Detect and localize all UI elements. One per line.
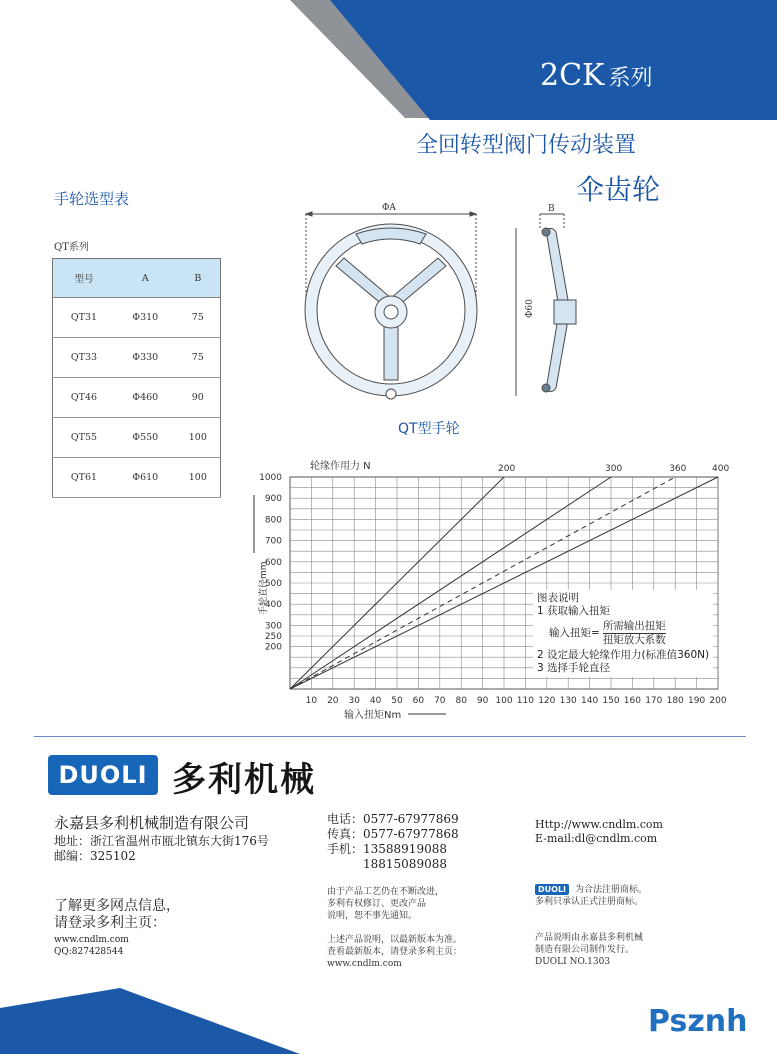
y-tick-label: 250 — [264, 632, 282, 642]
note-line: 多利只承认正式注册商标。 — [535, 897, 644, 907]
trademark-logo: DUOLI — [535, 884, 569, 895]
selection-table-title: 手轮选型表 — [54, 190, 130, 208]
fax-line: 传真：0577-67977868 — [327, 827, 459, 841]
table-header-row — [53, 259, 221, 298]
selection-table — [52, 258, 221, 498]
table-cell: QT31 — [53, 298, 115, 338]
table-cell: Φ460 — [115, 378, 176, 418]
table-cell: QT33 — [53, 338, 115, 378]
col-header-a: A — [115, 259, 176, 298]
formula-label: 输入扭矩= — [549, 627, 600, 639]
x-tick-label: 10 — [305, 696, 318, 706]
y-tick-label: 800 — [264, 515, 282, 526]
revision-note — [327, 886, 444, 922]
mobile-line-2: 18815089088 — [363, 857, 447, 871]
y-tick-label: 400 — [264, 600, 282, 611]
watermark: Psznh — [648, 1004, 748, 1039]
version-note — [327, 934, 462, 970]
note-line: 为合法注册商标。 — [575, 885, 648, 895]
series-title: 2CK 系列 — [540, 58, 653, 93]
dim-b-label: B — [548, 204, 555, 214]
website-link[interactable]: Http://www.cndlm.com — [535, 818, 663, 831]
header-banner — [0, 0, 777, 120]
x-tick-label: 40 — [369, 696, 382, 706]
table-cell: 75 — [176, 338, 221, 378]
table-cell: Φ310 — [115, 298, 176, 338]
x-tick-labels — [306, 696, 727, 706]
series-label-400: 400 — [712, 464, 730, 474]
col-header-b: B — [176, 259, 221, 298]
y-tick-label: 1000 — [259, 473, 282, 483]
x-tick-label: 140 — [581, 696, 599, 706]
table-row — [53, 378, 221, 418]
formula-numerator: 所需输出扭矩 — [602, 620, 666, 632]
series-labels — [498, 464, 729, 474]
page-title: 全回转型阀门传动装置 — [416, 133, 637, 158]
site-link[interactable]: www.cndlm.com — [54, 935, 129, 945]
x-tick-label: 20 — [327, 696, 339, 706]
table-cell: 90 — [176, 378, 221, 418]
x-tick-label: 170 — [645, 696, 663, 706]
x-axis-label: 输入扭矩Nm — [344, 710, 402, 721]
legend-step1: 1 获取输入扭矩 — [537, 605, 611, 617]
company-address — [54, 834, 269, 864]
email-link[interactable]: E-mail:dl@cndlm.com — [535, 832, 658, 845]
dim-a-label: ΦA — [382, 203, 396, 213]
more-line-2: 请登录多利主页： — [54, 915, 166, 931]
note-line: DUOLI NO.1303 — [535, 957, 611, 967]
y-tick-label: 900 — [264, 494, 282, 505]
address-line: 地址：浙江省温州市瓯北镇东大街176号 — [54, 834, 269, 848]
x-tick-label: 110 — [516, 696, 534, 706]
note-line: 说明，恕不事先通知。 — [327, 911, 418, 921]
x-tick-label: 100 — [495, 696, 513, 706]
table-cell: 100 — [176, 458, 221, 498]
mobile-line-1: 手机：13588919088 — [327, 842, 447, 856]
legend-title: 图表说明 — [537, 592, 579, 604]
publisher-note — [535, 932, 643, 968]
legend-step3: 3 选择手轮直径 — [537, 662, 611, 674]
table-row — [53, 338, 221, 378]
note-site-link[interactable]: www.cndlm.com — [327, 959, 402, 969]
x-tick-label: 180 — [666, 696, 684, 706]
dim-d-label: Φ60 — [525, 299, 535, 318]
table-cell: Φ610 — [115, 458, 176, 498]
postcode-line: 邮编：325102 — [54, 849, 136, 863]
table-row — [53, 458, 221, 498]
table-cell: QT46 — [53, 378, 115, 418]
handwheel-caption: QT型手轮 — [398, 421, 460, 437]
handwheel-side-drawing — [506, 200, 586, 410]
chart-legend — [533, 590, 713, 677]
y-tick-label: 500 — [264, 579, 282, 589]
brand-name: 多利机械 — [172, 760, 316, 800]
x-tick-label: 130 — [559, 696, 577, 706]
x-tick-label: 60 — [412, 696, 425, 706]
table-cell: 75 — [176, 298, 221, 338]
x-tick-label: 70 — [434, 696, 446, 706]
top-axis-label: 轮缘作用力 N — [310, 461, 371, 472]
table-cell: QT61 — [53, 458, 115, 498]
col-header-model: 型号 — [53, 259, 115, 298]
qq-line: QQ:827428544 — [54, 947, 124, 957]
y-tick-label: 600 — [264, 557, 282, 568]
formula-fraction — [603, 620, 666, 647]
trademark-note — [535, 884, 647, 908]
formula-denominator: 扭矩放大系数 — [602, 634, 666, 646]
note-line: 多利有权修订、更改产品 — [327, 899, 427, 909]
table-row — [53, 418, 221, 458]
note-line: 上述产品说明，以最新版本为准。 — [327, 935, 463, 945]
more-info — [54, 898, 180, 932]
table-cell: Φ550 — [115, 418, 176, 458]
x-tick-label: 80 — [455, 696, 467, 706]
x-tick-label: 90 — [476, 696, 489, 706]
x-tick-label: 160 — [623, 696, 641, 706]
note-line: 产品说明由永嘉县多利机械 — [535, 933, 644, 943]
x-tick-label: 200 — [709, 696, 727, 706]
series-label: QT系列 — [54, 242, 89, 253]
x-tick-label: 190 — [688, 696, 706, 706]
page-subtitle: 伞齿轮 — [576, 173, 661, 206]
note-line: 查看最新版本，请登录多利主页： — [327, 947, 463, 957]
duoli-logo: DUOLI — [48, 755, 158, 795]
tel-line: 电话：0577-67977869 — [327, 812, 459, 826]
table-row — [53, 298, 221, 338]
x-tick-label: 150 — [602, 696, 620, 706]
x-tick-label: 120 — [538, 696, 556, 706]
handwheel-front-drawing — [296, 200, 496, 416]
note-line: 制造有限公司制作发行。 — [535, 945, 635, 955]
company-name: 永嘉县多利机械制造有限公司 — [54, 814, 250, 832]
y-tick-label: 700 — [264, 536, 282, 547]
web-block — [535, 818, 663, 846]
series-label-360: 360 — [669, 464, 687, 474]
more-line-1: 了解更多网点信息， — [54, 898, 180, 914]
legend-formula — [549, 620, 709, 647]
contact-block — [327, 812, 459, 872]
x-tick-label: 30 — [348, 696, 360, 706]
note-line: 由于产品工艺仍在不断改进， — [327, 887, 445, 897]
y-tick-label: 200 — [264, 642, 282, 653]
series-label-300: 300 — [605, 464, 623, 474]
footer-divider — [34, 736, 746, 737]
y-tick-label: 300 — [264, 621, 282, 632]
table-cell: QT55 — [53, 418, 115, 458]
more-info-links — [54, 934, 129, 958]
x-tick-label: 50 — [391, 696, 403, 706]
y-axis-label: 手轮直径mm — [259, 561, 269, 615]
series-label-200: 200 — [498, 464, 516, 474]
table-cell: 100 — [176, 418, 221, 458]
table-cell: Φ330 — [115, 338, 176, 378]
legend-step2: 2 设定最大轮缘作用力(标准值360N) — [537, 649, 710, 661]
